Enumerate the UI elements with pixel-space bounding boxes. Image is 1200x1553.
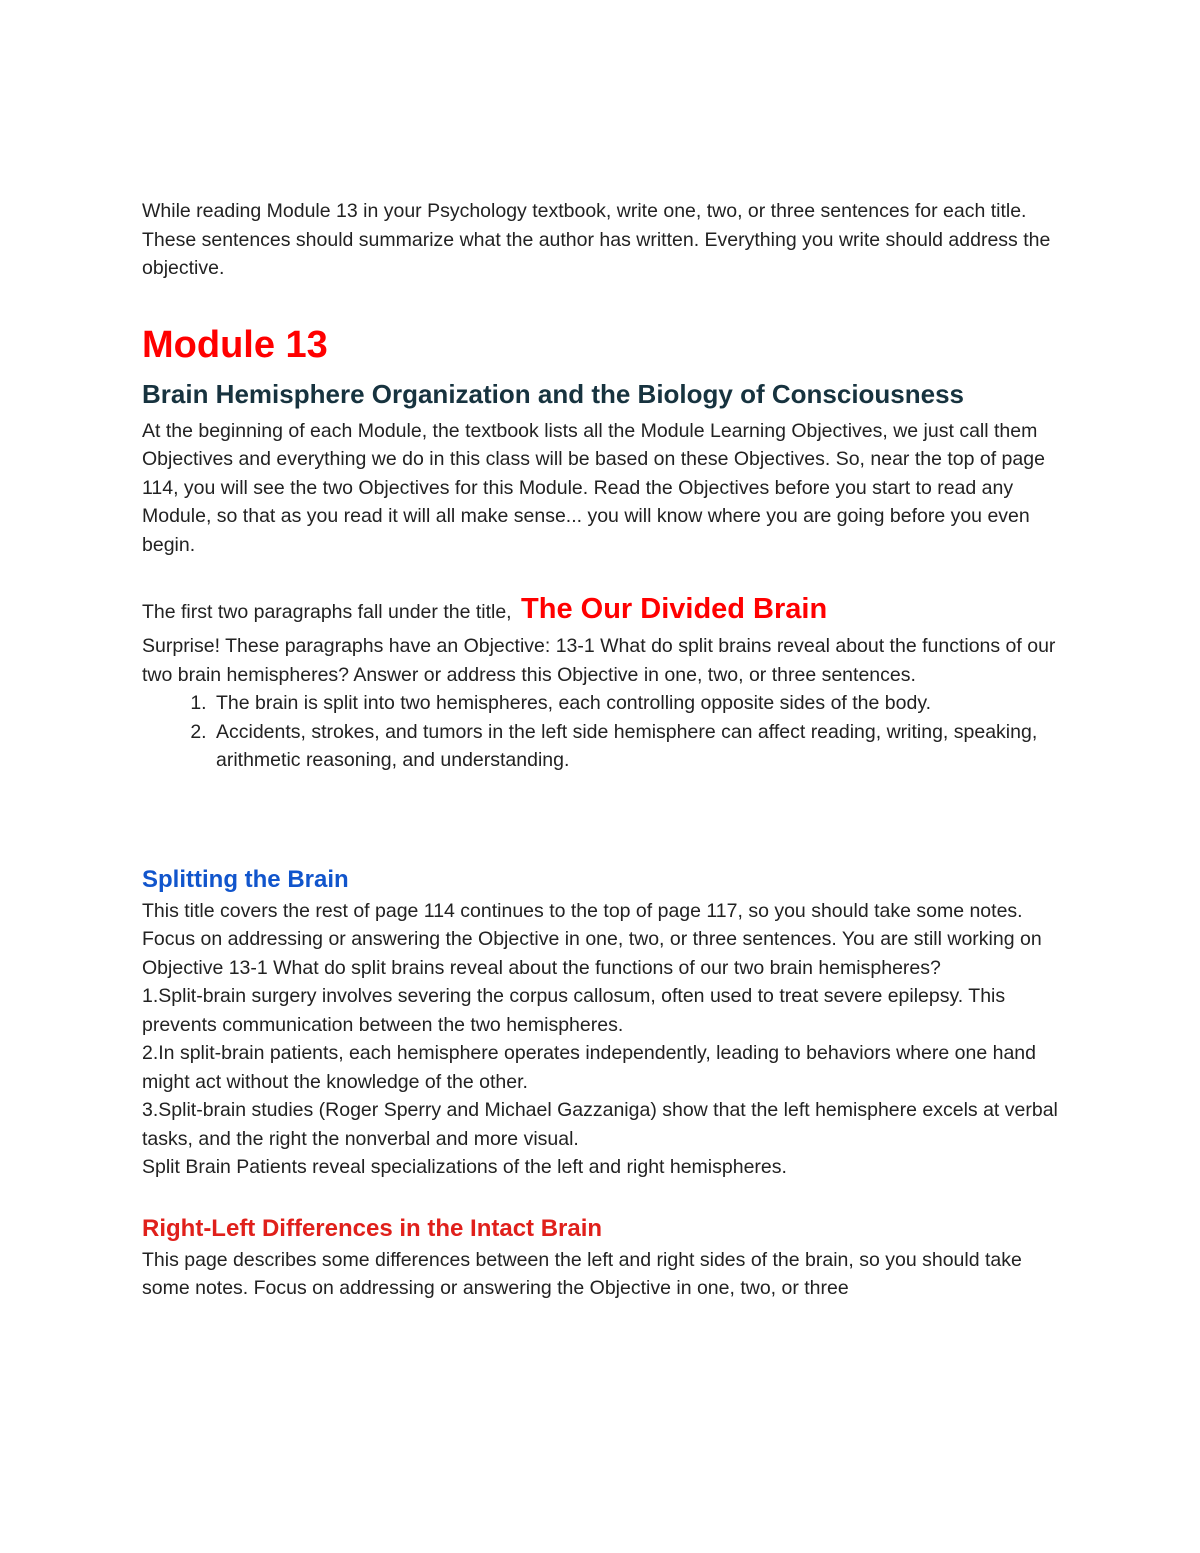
splitting-summary: Split Brain Patients reveal specializations of the left and right hemispheres. <box>142 1156 787 1178</box>
list-item: 2. Accidents, strokes, and tumors in the left side hemisphere can affect reading, writing, speaking, arithmetic reasoning, and understanding. <box>212 718 1062 775</box>
divided-brain-answers <box>142 689 1062 775</box>
module-intro-paragraph: At the beginning of each Module, the textbook lists all the Module Learning Objectives, we just call them Objectives and everything we do in this class will be based on these Objectives. So, near the top of page 114, you will see the two Objectives for this Module. Read the Objectives before you start to read any Module, so that as you read it will all make sense... you will know where you are going before you even begin. <box>142 419 1045 556</box>
right-left-heading: Right-Left Differences in the Intact Brain <box>142 1214 603 1242</box>
splitting-brain-instructions: This title covers the rest of page 114 continues to the top of page 117, so you should take some notes. Focus on addressing or answering the Objective in one, two, or three sentences. You are still working on Objective 13-1 What do split brains reveal about the functions of our two brain hemispheres? <box>142 899 1042 979</box>
divided-brain-objective: Surprise! These paragraphs have an Objective: 13-1 What do split brains reveal about the functions of our two brain hemispheres? Answer or address this Objective in one, two, or three sentences. <box>142 635 1056 686</box>
right-left-instructions: This page describes some differences between the left and right sides of the brain, so you should take some notes. Focus on addressing or answering the Objective in one, two, or three <box>142 1248 1022 1299</box>
splitting-brain-heading: Splitting the Brain <box>142 865 349 893</box>
splitting-note-3: 3.Split-brain studies (Roger Sperry and Michael Gazzaniga) show that the left hemisphere excels at verbal tasks, and the right the nonverbal and more visual. <box>142 1099 1058 1150</box>
list-item: 1. The brain is split into two hemispheres, each controlling opposite sides of the body. <box>212 689 1062 718</box>
intro-paragraph: While reading Module 13 in your Psychology textbook, write one, two, or three sentences for each title. These sentences should summarize what the author has written. Everything you write should address the objective. <box>142 200 1051 279</box>
document-page <box>142 197 1062 1303</box>
splitting-note-1: 1.Split-brain surgery involves severing the corpus callosum, often used to treat severe epilepsy. This prevents communication between the two hemispheres. <box>142 985 1006 1036</box>
splitting-note-2: 2.In split-brain patients, each hemisphere operates independently, leading to behaviors where one hand might act without the knowledge of the other. <box>142 1042 1036 1093</box>
module-subtitle: Brain Hemisphere Organization and the Biology of Consciousness <box>142 378 965 409</box>
divided-brain-title: The Our Divided Brain <box>521 593 828 625</box>
divided-brain-lead <box>142 589 1062 632</box>
divided-brain-lead-in: The first two paragraphs fall under the title, <box>142 601 512 623</box>
module-title: Module 13 <box>142 323 328 366</box>
